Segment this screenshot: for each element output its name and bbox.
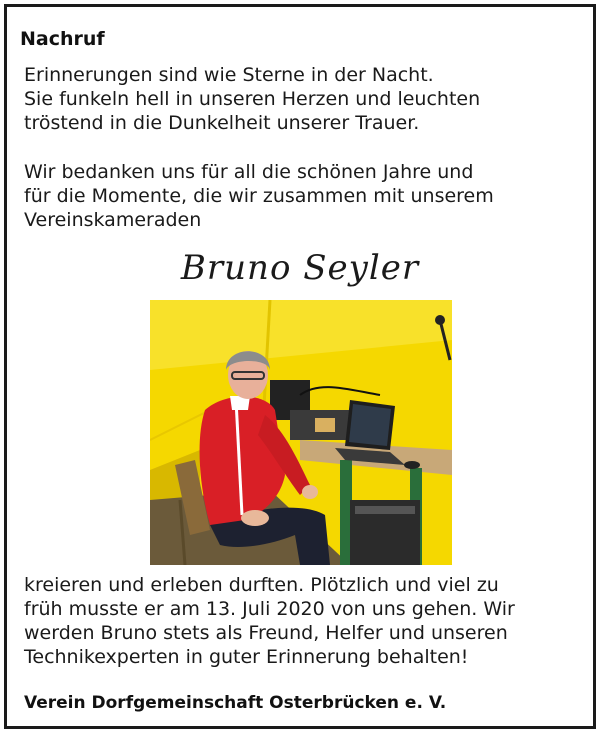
text-line: kreieren und erleben durften. Plötzlich und viel zu [24, 574, 499, 596]
text-line: für die Momente, die wir zusammen mit unserem [24, 185, 494, 207]
text-line: früh musste er am 13. Juli 2020 von uns gehen. Wir [24, 598, 515, 620]
intro-paragraph [24, 63, 480, 135]
text-line: Technikexperten in guter Erinnerung behalten! [24, 646, 469, 668]
text-line: Erinnerungen sind wie Sterne in der Nacht. [24, 64, 434, 86]
signature-organization: Verein Dorfgemeinschaft Osterbrücken e. V. [24, 693, 447, 713]
closing-paragraph [24, 573, 515, 669]
page-title: Nachruf [20, 28, 105, 50]
thanks-paragraph [24, 160, 494, 232]
deceased-name: Bruno Seyler [180, 248, 420, 288]
text-line: tröstend in die Dunkelheit unserer Trauer. [24, 112, 420, 134]
text-line: Sie funkeln hell in unseren Herzen und leuchten [24, 88, 481, 110]
text-line: Wir bedanken uns für all die schönen Jahre und [24, 161, 474, 183]
text-line: Vereinskameraden [24, 209, 202, 231]
portrait-photo [150, 300, 452, 565]
text-line: werden Bruno stets als Freund, Helfer und unseren [24, 622, 508, 644]
